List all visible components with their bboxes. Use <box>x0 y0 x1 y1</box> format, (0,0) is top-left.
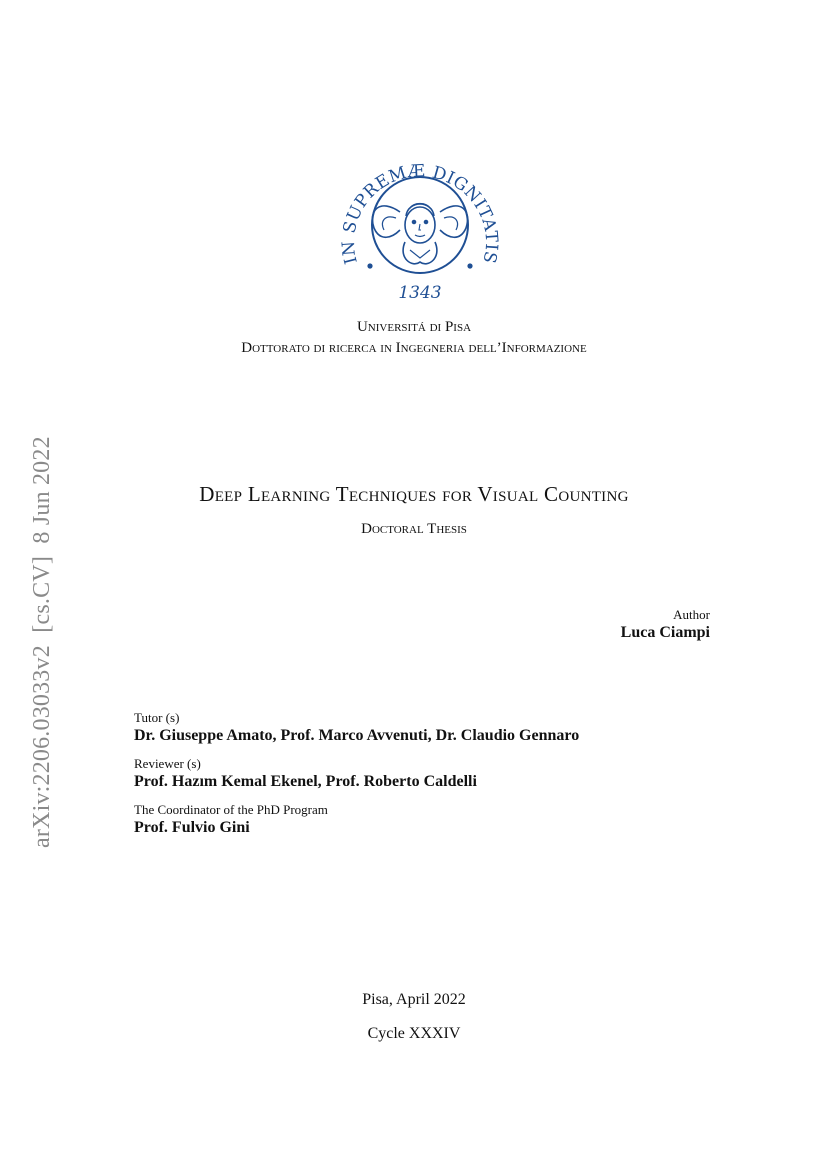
svg-text:IN SUPREMÆ DIGNITATIS <box>339 161 502 266</box>
seal-motto: IN SUPREMÆ DIGNITATIS <box>338 161 502 267</box>
author-label: Author <box>673 607 710 622</box>
tutors-names: Dr. Giuseppe Amato, Prof. Marco Avvenuti, Dr. Claudio Gennaro <box>134 727 580 744</box>
university-seal <box>330 130 510 310</box>
coordinator-name: Prof. Fulvio Gini <box>134 819 250 836</box>
reviewers-names: Prof. Hazım Kemal Ekenel, Prof. Roberto Caldelli <box>134 773 477 790</box>
reviewers-group <box>134 756 579 792</box>
coordinator-group <box>134 802 579 838</box>
coordinator-label: The Coordinator of the PhD Program <box>134 802 328 817</box>
author-block <box>621 607 710 643</box>
arxiv-identifier: arXiv:2206.03033v2 [cs.CV] 8 Jun 2022 <box>29 436 55 848</box>
reviewers-label: Reviewer (s) <box>134 756 201 771</box>
university-name: Universitá di Pisa <box>356 319 472 335</box>
place-date: Pisa, April 2022 <box>362 991 466 1008</box>
tutors-group <box>134 710 579 746</box>
seal-year: 1343 <box>398 283 442 303</box>
thesis-title: Deep Learning Techniques for Visual Counting <box>199 482 629 506</box>
tutors-label: Tutor (s) <box>134 710 180 725</box>
phd-program: Dottorato di ricerca in Ingegneria dell’Informazione <box>241 340 587 356</box>
phd-cycle: Cycle XXXIV <box>367 1025 461 1042</box>
author-name: Luca Ciampi <box>620 624 710 641</box>
thesis-type: Doctoral Thesis <box>361 521 467 537</box>
supervisors-block <box>134 710 579 848</box>
